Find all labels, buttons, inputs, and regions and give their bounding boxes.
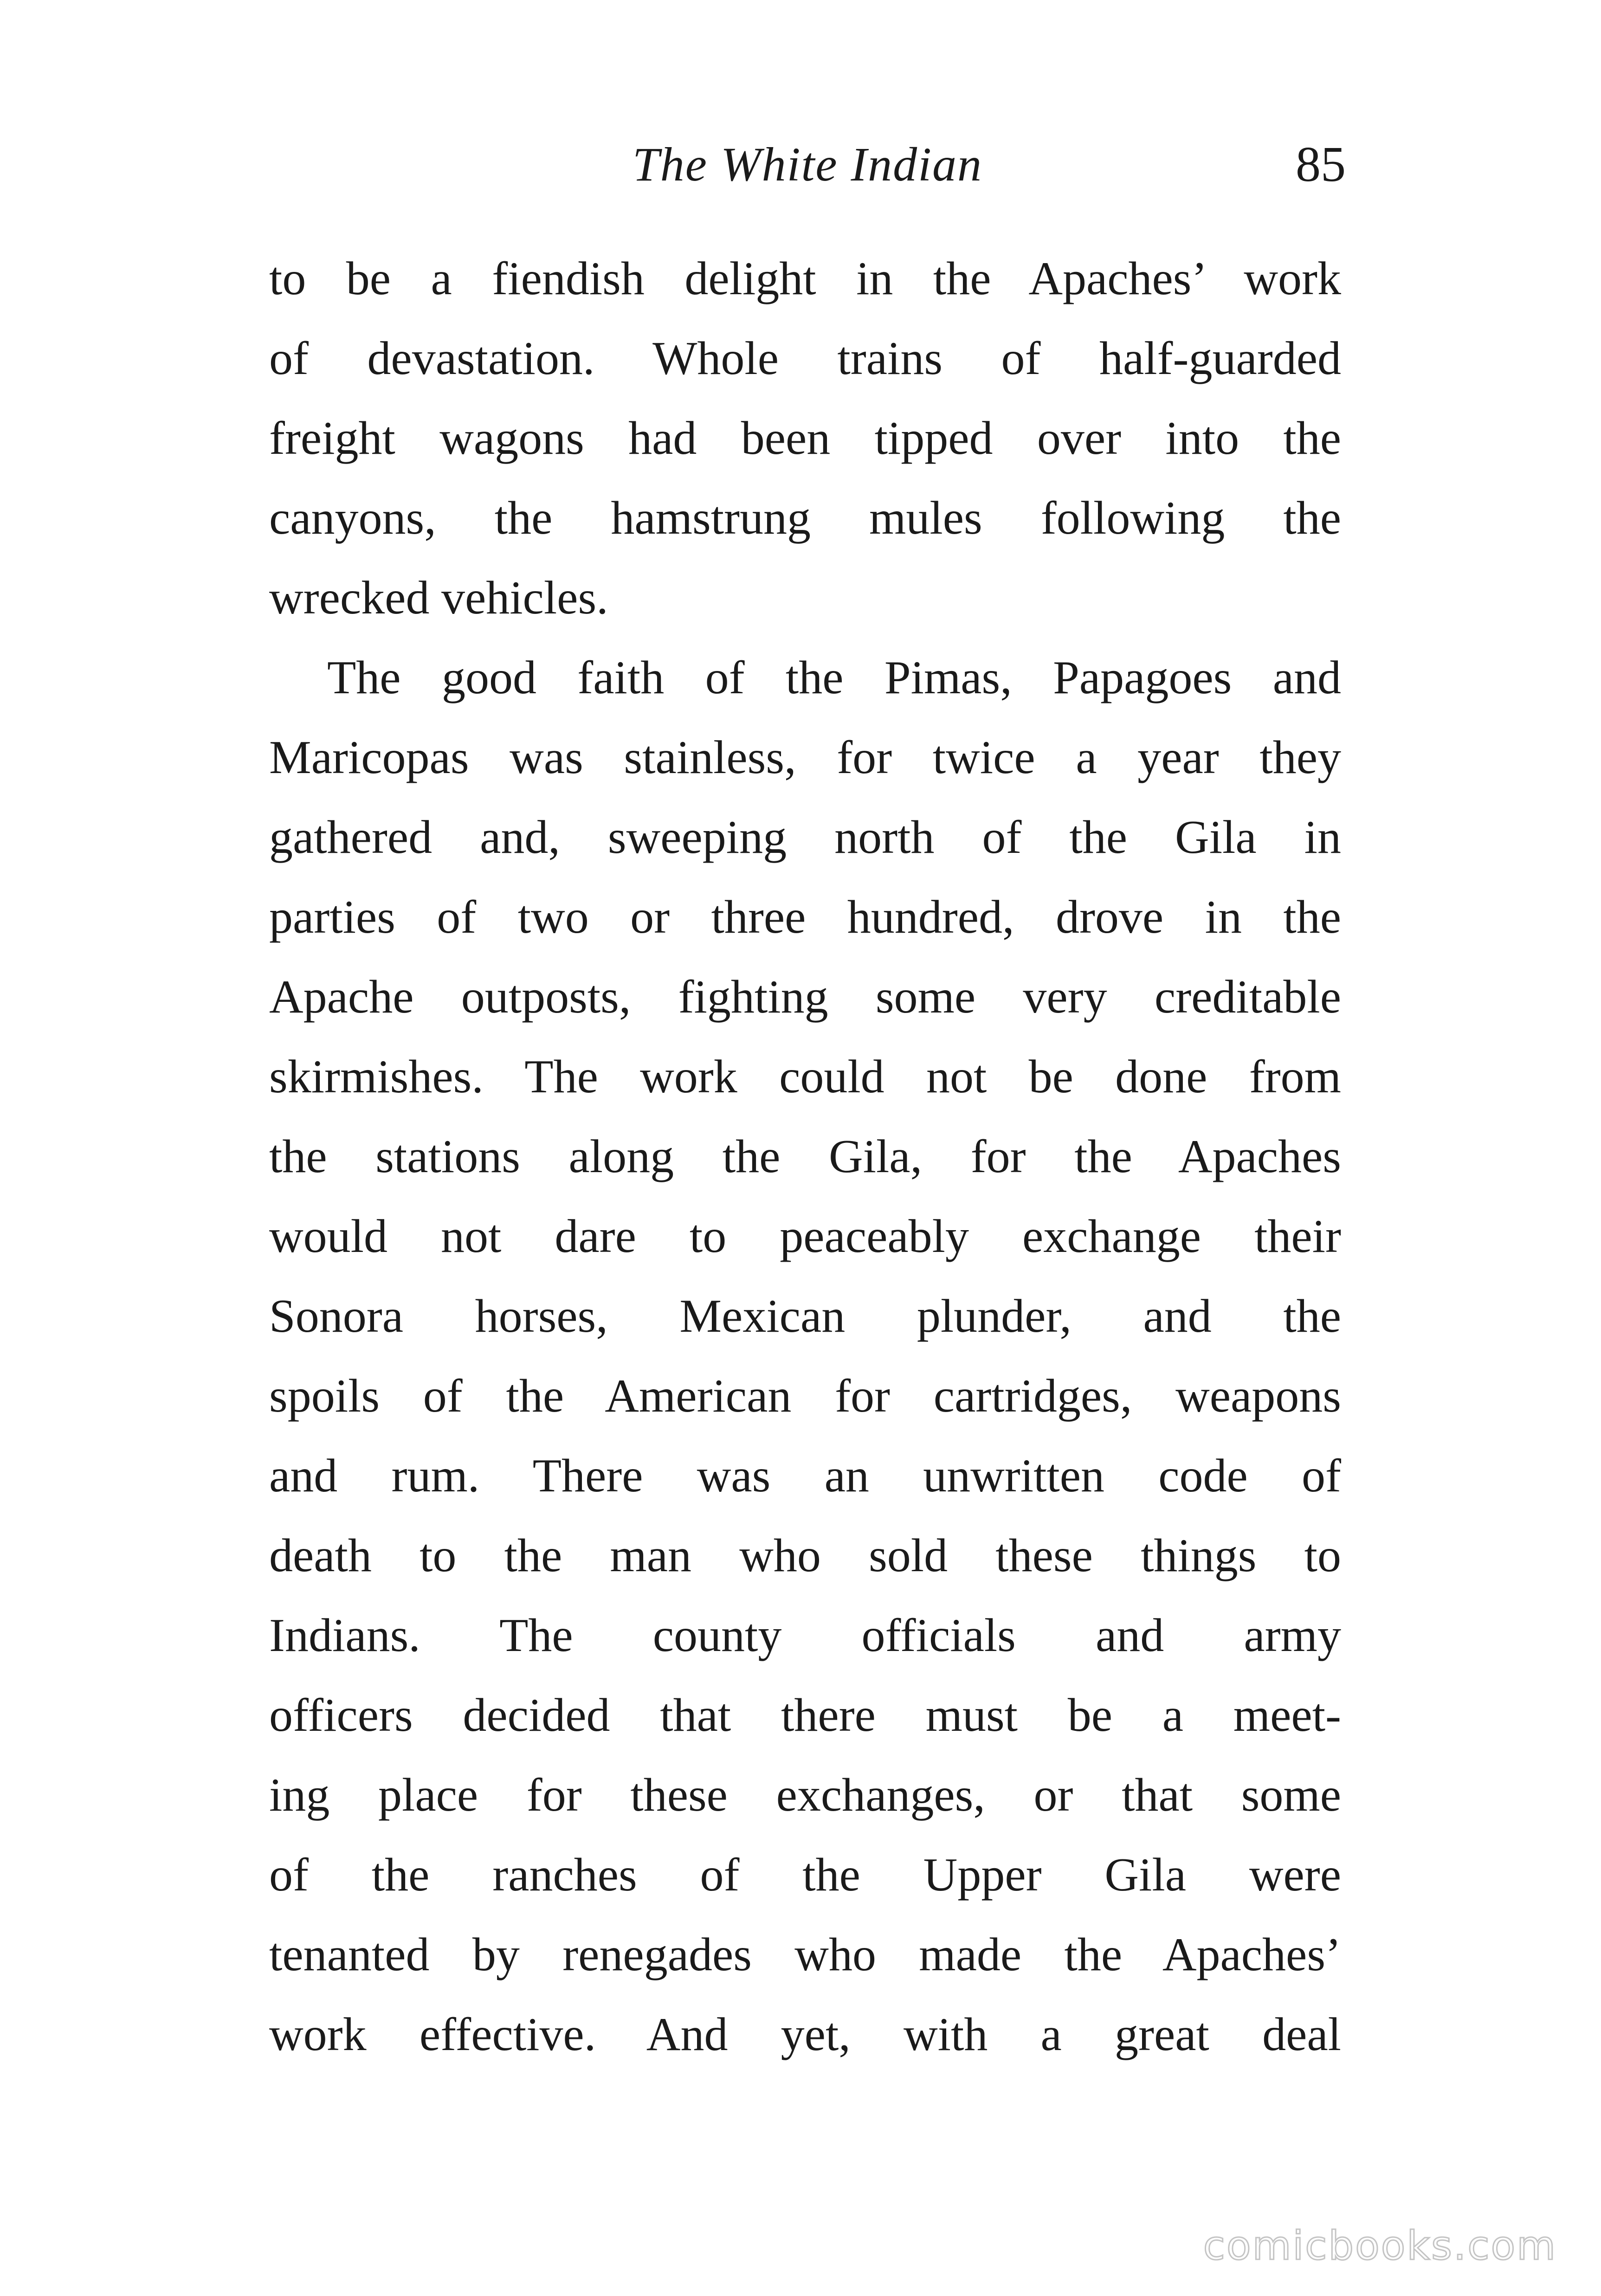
text-line: Apache outposts, fighting some very creditable: [269, 971, 1341, 1023]
text-line: skirmishes. The work could not be done from: [269, 1051, 1341, 1103]
text-line: The good faith of the Pimas, Papagoes and: [327, 651, 1341, 704]
text-line: would not dare to peaceably exchange their: [269, 1210, 1341, 1263]
page-number: 85: [1296, 137, 1346, 192]
body-text: [269, 239, 1341, 2075]
text-line: Sonora horses, Mexican plunder, and the: [269, 1290, 1341, 1342]
text-line: canyons, the hamstrung mules following the: [269, 492, 1341, 544]
text-line: gathered and, sweeping north of the Gila in: [269, 811, 1341, 864]
text-line: the stations along the Gila, for the Apaches: [269, 1130, 1341, 1183]
text-line: to be a fiendish delight in the Apaches’ work: [269, 252, 1341, 305]
text-line: parties of two or three hundred, drove in the: [269, 891, 1341, 943]
text-line: tenanted by renegades who made the Apaches’: [269, 1928, 1341, 1981]
text-line: and rum. There was an unwritten code of: [269, 1450, 1341, 1502]
text-line: wrecked vehicles.: [269, 572, 608, 624]
text-line: freight wagons had been tipped over into the: [269, 412, 1341, 464]
text-line: of devastation. Whole trains of half-guarded: [269, 332, 1341, 385]
text-line: death to the man who sold these things to: [269, 1529, 1341, 1582]
text-line: Indians. The county officials and army: [269, 1609, 1341, 1662]
text-line: of the ranches of the Upper Gila were: [269, 1849, 1341, 1901]
watermark: comicbooks.com: [1203, 2223, 1557, 2269]
text-line: work effective. And yet, with a great deal: [269, 2008, 1341, 2061]
running-head: [269, 130, 1346, 204]
text-line: spoils of the American for cartridges, weapons: [269, 1370, 1341, 1422]
running-title: The White Indian: [632, 138, 983, 191]
text-line: officers decided that there must be a meet-: [269, 1689, 1341, 1741]
text-line: Maricopas was stainless, for twice a year they: [269, 731, 1341, 784]
text-line: ing place for these exchanges, or that some: [269, 1769, 1341, 1821]
